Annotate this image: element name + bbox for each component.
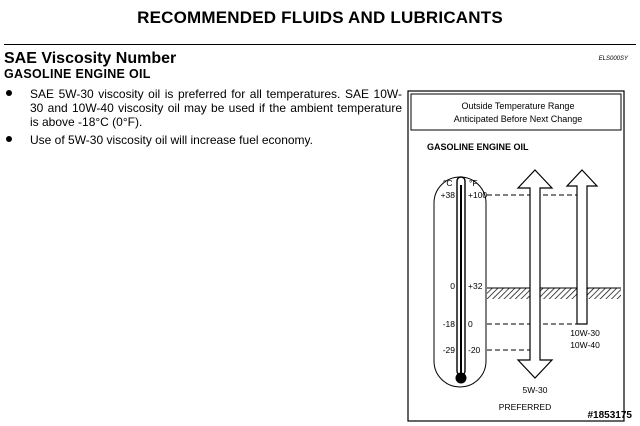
scale-c-label: -29 [442,345,455,355]
bullet-icon [6,136,12,142]
bullet-item [4,87,402,129]
freezing-band [487,288,621,299]
section-title: SAE Viscosity Number [4,50,177,67]
reference-code: ELS000SY [598,56,628,62]
arrow-5w30-icon [518,170,552,378]
subsection-title: GASOLINE ENGINE OIL [4,67,151,81]
bullet-text: Use of 5W-30 viscosity oil will increase fuel economy. [30,133,313,147]
arrow-10w-icon [567,170,597,324]
scale-f-label: +32 [468,281,483,291]
viscosity-diagram [407,90,627,424]
scale-c-label: -18 [442,319,455,329]
scale-c-label: +38 [440,190,455,200]
diagram-header-line1: Outside Temperature Range [461,101,575,111]
fahrenheit-unit: °F [469,178,478,188]
image-id: #1853175 [587,410,632,421]
title-rule [4,44,636,45]
scale-f-label: +100 [468,190,488,200]
thermometer-bulb-icon [456,373,467,384]
scale-f-label: -20 [468,345,481,355]
oil-10w30-label: 10W-30 [570,328,600,338]
diagram-frame [408,91,624,421]
page-title: RECOMMENDED FLUIDS AND LUBRICANTS [137,8,503,27]
oil-10w40-label: 10W-40 [570,340,600,350]
bullet-text: SAE 5W-30 viscosity oil is preferred for all temperatures. SAE 10W-30 and 10W-40 viscosity oil may be used if the ambient temperature is above -18°C (0°F). [30,87,402,129]
bullet-icon [6,90,12,96]
engine-oil-label: GASOLINE ENGINE OIL [427,142,529,152]
scale-c-label: 0 [450,281,455,291]
bullet-list [4,87,402,151]
celsius-unit: °C [443,178,453,188]
oil-5w30-label: 5W-30 [522,385,548,395]
diagram-header-line2: Anticipated Before Next Change [453,114,583,124]
preferred-label: PREFERRED [498,402,552,412]
bullet-item [4,133,402,147]
diagram-header-box [411,94,621,130]
scale-f-label: 0 [468,319,473,329]
